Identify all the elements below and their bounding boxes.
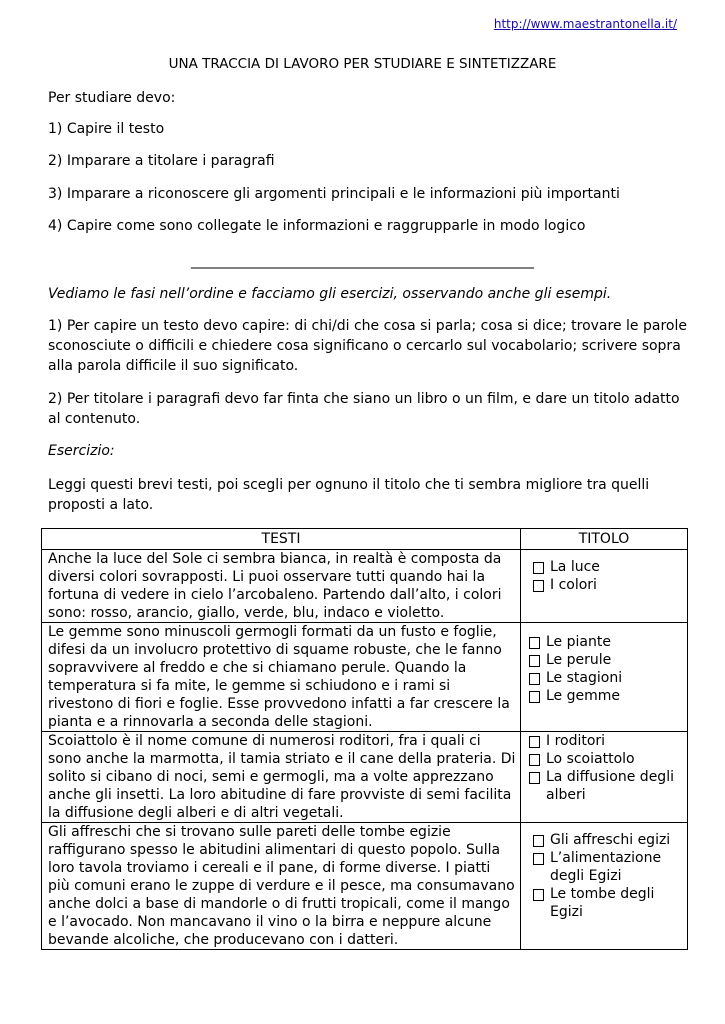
- title-option[interactable]: [529, 687, 683, 705]
- checkbox-icon[interactable]: [529, 637, 540, 649]
- option-label: Le piante: [546, 634, 611, 650]
- title-option[interactable]: [529, 669, 683, 687]
- exercise-label: Esercizio:: [48, 443, 115, 459]
- option-label: I roditori: [546, 733, 606, 749]
- title-option[interactable]: [529, 768, 683, 804]
- option-label: Le tombe degli Egizi: [550, 886, 655, 920]
- title-option[interactable]: [533, 885, 683, 921]
- step-3: 3) Imparare a riconoscere gli argomenti principali e le informazioni più importanti: [48, 186, 620, 202]
- text-cell: Anche la luce del Sole ci sembra bianca, in realtà è composta da diversi colori sovrapposti. Li puoi osservare tutti quando hai la fortuna di vedere in cielo l’arcobaleno. Partendo dall’alto, i colori sono: rosso, arancio, giallo, verde, blu, indaco e violetto.: [42, 550, 521, 623]
- option-label: Gli affreschi egizi: [550, 832, 671, 848]
- paragraph-2: 2) Per titolare i paragrafi devo far finta che siano un libro o un film, e dare un titolo adatto al contenuto.: [48, 391, 680, 427]
- exercise-instruction: Leggi questi brevi testi, poi scegli per ognuno il titolo che ti sembra migliore tra quelli proposti a lato.: [48, 477, 650, 513]
- option-label: La luce: [550, 559, 600, 575]
- checkbox-icon[interactable]: [529, 691, 540, 703]
- table-row: [42, 623, 688, 732]
- option-label: I colori: [550, 577, 597, 593]
- header-titolo: TITOLO: [521, 529, 688, 550]
- title-option[interactable]: [533, 831, 683, 849]
- title-options-cell: [521, 732, 688, 823]
- divider-line: _________________________________________________: [191, 253, 534, 269]
- source-link[interactable]: http://www.maestrantonella.it/: [493, 17, 677, 31]
- table-row: [42, 550, 688, 623]
- title-option[interactable]: [529, 750, 683, 768]
- title-options-cell: [521, 623, 688, 732]
- option-label: L’alimentazione degli Egizi: [550, 850, 662, 884]
- text-cell: Gli affreschi che si trovano sulle pareti delle tombe egizie raffigurano spesso le abitudini alimentari di questo popolo. Sulla loro tavola troviamo i cereali e il pane, di forme diverse. I piatti più comuni erano le zuppe di verdure e il pesce, ma consumavano anche dolci a base di mandorle o di frutti tropicali, come il mango e l’avocado. Non mancavano il vino o la birra e neppure alcune bevande alcoliche, che producevano con i datteri.: [42, 823, 521, 950]
- checkbox-icon[interactable]: [529, 673, 540, 685]
- exercise-table: [41, 528, 688, 950]
- table-header-row: [42, 529, 688, 550]
- table-row: [42, 823, 688, 950]
- title-option[interactable]: [529, 732, 683, 750]
- paragraph-1: 1) Per capire un testo devo capire: di chi/di che cosa si parla; cosa si dice; trovare le parole sconosciute o difficili e chiedere cosa significano o cercarlo sul vocabolario; scrivere sopra alla parola difficile il suo significato.: [48, 318, 687, 374]
- study-intro: Per studiare devo:: [48, 90, 176, 106]
- option-label: Le perule: [546, 652, 612, 668]
- step-4: 4) Capire come sono collegate le informazioni e raggrupparle in modo logico: [48, 218, 586, 234]
- checkbox-icon[interactable]: [533, 835, 544, 847]
- title-options-cell: [521, 823, 688, 950]
- phases-intro: Vediamo le fasi nell’ordine e facciamo gli esercizi, osservando anche gli esempi.: [48, 286, 612, 302]
- checkbox-icon[interactable]: [529, 655, 540, 667]
- text-cell: Le gemme sono minuscoli germogli formati da un fusto e foglie, difesi da un involucro protettivo di squame robuste, che le fanno sopravvivere al freddo e che si chiamano perule. Quando la temperatura si fa mite, le gemme si schiudono e i rami si rivestono di fiori e foglie. Esse provvedono infatti a far crescere la pianta e a rinnovarla a seconda delle stagioni.: [42, 623, 521, 732]
- checkbox-icon[interactable]: [533, 889, 544, 901]
- checkbox-icon[interactable]: [529, 772, 540, 784]
- header-testi: TESTI: [42, 529, 521, 550]
- text-cell: Scoiattolo è il nome comune di numerosi roditori, fra i quali ci sono anche la marmotta, il tamia striato e il cane della prateria. Di solito si cibano di noci, semi e germogli, ma a volte apprezzano anche gli insetti. La loro abitudine di fare provviste di semi facilita la diffusione degli alberi e di altri vegetali.: [42, 732, 521, 823]
- checkbox-icon[interactable]: [533, 562, 544, 574]
- checkbox-icon[interactable]: [533, 580, 544, 592]
- checkbox-icon[interactable]: [533, 853, 544, 865]
- title-option[interactable]: [533, 849, 683, 885]
- title-options-cell: [521, 550, 688, 623]
- option-label: Lo scoiattolo: [546, 751, 635, 767]
- option-label: La diffusione degli alberi: [546, 769, 674, 803]
- option-label: Le stagioni: [546, 670, 623, 686]
- step-2: 2) Imparare a titolare i paragrafi: [48, 153, 275, 169]
- title-option[interactable]: [533, 576, 683, 594]
- step-1: 1) Capire il testo: [48, 121, 165, 137]
- checkbox-icon[interactable]: [529, 736, 540, 748]
- title-option[interactable]: [533, 558, 683, 576]
- title-option[interactable]: [529, 633, 683, 651]
- title-option[interactable]: [529, 651, 683, 669]
- document-title: UNA TRACCIA DI LAVORO PER STUDIARE E SINTETIZZARE: [168, 56, 557, 72]
- table-row: [42, 732, 688, 823]
- option-label: Le gemme: [546, 688, 621, 704]
- checkbox-icon[interactable]: [529, 754, 540, 766]
